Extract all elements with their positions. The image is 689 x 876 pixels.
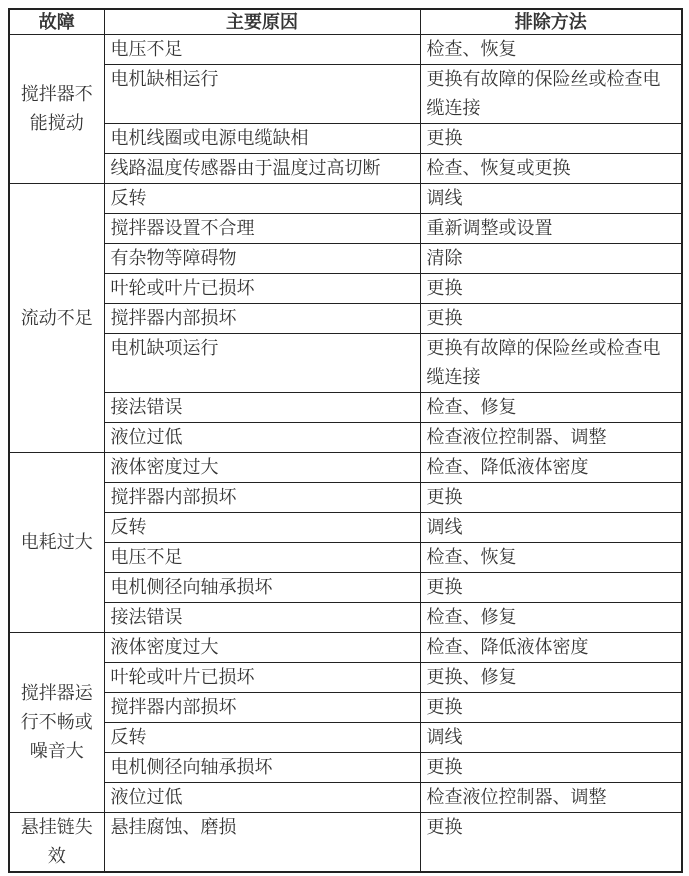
- fault-table-body: [9, 35, 682, 873]
- fault-cell: 搅拌器不能搅动: [9, 35, 104, 184]
- table-row: [9, 124, 682, 154]
- solution-cell: 检查、修复: [420, 393, 682, 423]
- table-row: [9, 35, 682, 65]
- table-row: [9, 753, 682, 783]
- table-row: [9, 334, 682, 393]
- cause-cell: 叶轮或叶片已损坏: [104, 274, 420, 304]
- solution-cell: 检查液位控制器、调整: [420, 783, 682, 813]
- table-row: [9, 573, 682, 603]
- table-row: [9, 65, 682, 124]
- solution-cell: 更换: [420, 274, 682, 304]
- table-row: [9, 274, 682, 304]
- cause-cell: 电机缺项运行: [104, 334, 420, 393]
- cause-cell: 叶轮或叶片已损坏: [104, 663, 420, 693]
- cause-cell: 搅拌器内部损坏: [104, 304, 420, 334]
- solution-cell: 更换有故障的保险丝或检查电缆连接: [420, 334, 682, 393]
- fault-cell: 搅拌器运行不畅或噪音大: [9, 633, 104, 813]
- solution-cell: 重新调整或设置: [420, 214, 682, 244]
- cause-cell: 电机缺相运行: [104, 65, 420, 124]
- solution-cell: 检查、恢复: [420, 543, 682, 573]
- fault-cell: 流动不足: [9, 184, 104, 453]
- cause-cell: 电机线圈或电源电缆缺相: [104, 124, 420, 154]
- solution-cell: 更换: [420, 573, 682, 603]
- cause-cell: 反转: [104, 513, 420, 543]
- cause-cell: 液体密度过大: [104, 633, 420, 663]
- solution-cell: 更换: [420, 813, 682, 873]
- solution-cell: 检查、恢复: [420, 35, 682, 65]
- header-solution: 排除方法: [420, 9, 682, 35]
- table-header-row: [9, 9, 682, 35]
- table-row: [9, 154, 682, 184]
- cause-cell: 电压不足: [104, 543, 420, 573]
- header-fault: 故障: [9, 9, 104, 35]
- solution-cell: 更换有故障的保险丝或检查电缆连接: [420, 65, 682, 124]
- table-row: [9, 304, 682, 334]
- fault-cell: 悬挂链失效: [9, 813, 104, 873]
- table-row: [9, 723, 682, 753]
- cause-cell: 搅拌器内部损坏: [104, 483, 420, 513]
- table-row: [9, 543, 682, 573]
- cause-cell: 反转: [104, 723, 420, 753]
- table-row: [9, 783, 682, 813]
- header-cause: 主要原因: [104, 9, 420, 35]
- table-row: [9, 513, 682, 543]
- solution-cell: 更换、修复: [420, 663, 682, 693]
- table-row: [9, 693, 682, 723]
- solution-cell: 清除: [420, 244, 682, 274]
- solution-cell: 更换: [420, 483, 682, 513]
- fault-cell: 电耗过大: [9, 453, 104, 633]
- table-row: [9, 244, 682, 274]
- table-row: [9, 423, 682, 453]
- table-row: [9, 214, 682, 244]
- solution-cell: 检查、恢复或更换: [420, 154, 682, 184]
- cause-cell: 搅拌器设置不合理: [104, 214, 420, 244]
- cause-cell: 线路温度传感器由于温度过高切断: [104, 154, 420, 184]
- table-row: [9, 184, 682, 214]
- fault-troubleshooting-table: [8, 8, 683, 873]
- cause-cell: 反转: [104, 184, 420, 214]
- table-row: [9, 633, 682, 663]
- cause-cell: 接法错误: [104, 393, 420, 423]
- solution-cell: 调线: [420, 184, 682, 214]
- table-row: [9, 393, 682, 423]
- cause-cell: 电压不足: [104, 35, 420, 65]
- solution-cell: 更换: [420, 753, 682, 783]
- solution-cell: 更换: [420, 693, 682, 723]
- cause-cell: 接法错误: [104, 603, 420, 633]
- solution-cell: 更换: [420, 304, 682, 334]
- cause-cell: 液位过低: [104, 423, 420, 453]
- solution-cell: 检查、修复: [420, 603, 682, 633]
- table-row: [9, 603, 682, 633]
- cause-cell: 有杂物等障碍物: [104, 244, 420, 274]
- table-row: [9, 453, 682, 483]
- cause-cell: 电机侧径向轴承损坏: [104, 573, 420, 603]
- cause-cell: 液位过低: [104, 783, 420, 813]
- solution-cell: 检查、降低液体密度: [420, 633, 682, 663]
- cause-cell: 电机侧径向轴承损坏: [104, 753, 420, 783]
- table-row: [9, 663, 682, 693]
- cause-cell: 液体密度过大: [104, 453, 420, 483]
- solution-cell: 调线: [420, 513, 682, 543]
- solution-cell: 检查、降低液体密度: [420, 453, 682, 483]
- solution-cell: 更换: [420, 124, 682, 154]
- table-row: [9, 813, 682, 873]
- solution-cell: 检查液位控制器、调整: [420, 423, 682, 453]
- cause-cell: 搅拌器内部损坏: [104, 693, 420, 723]
- cause-cell: 悬挂腐蚀、磨损: [104, 813, 420, 873]
- table-row: [9, 483, 682, 513]
- solution-cell: 调线: [420, 723, 682, 753]
